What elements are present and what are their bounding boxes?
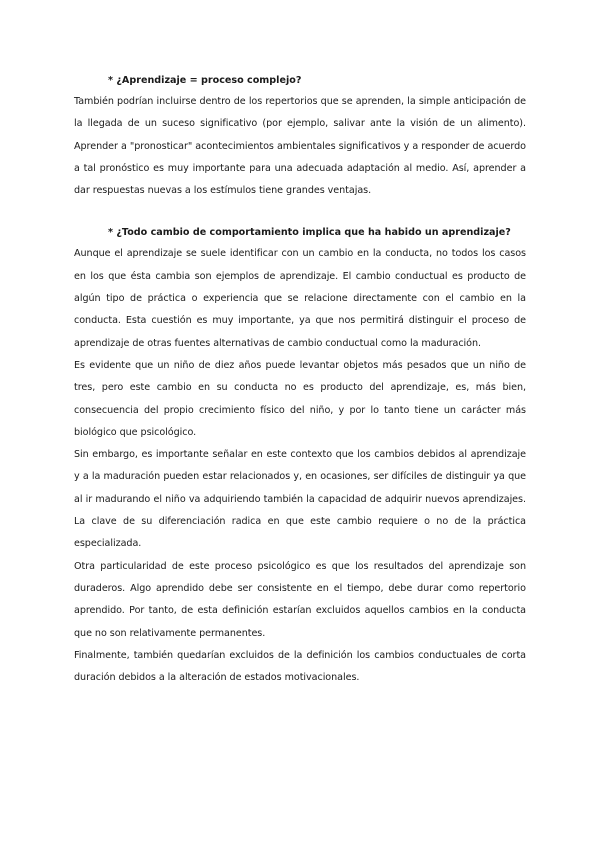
paragraph-duraderos: Otra particularidad de este proceso psicológico es que los resultados del aprendizaje son duraderos. Algo aprendido debe ser consistente en el tiempo, debe durar como repertorio aprendido. Por tanto, de esta definición estarían excluidos aquellos cambios en la conducta que no son relativamente permanentes. [74,560,526,639]
section-heading-cambio-comportamiento: * ¿Todo cambio de comportamiento implica que ha habido un aprendizaje? [108,227,511,239]
paragraph-maduracion: Sin embargo, es importante señalar en este contexto que los cambios debidos al aprendizaje y a la maduración pueden estar relacionados y, en ocasiones, ser difíciles de distinguir ya que al ir madurando el niño va adquiriendo también la capacidad de adquirir nuevos aprendizajes. La clave de su diferenciación radica en que este cambio requiere o no de la práctica especializada. [74,449,526,550]
section-heading-aprendizaje-complejo: * ¿Aprendizaje = proceso complejo? [108,75,302,86]
paragraph-cambio-conducta: Aunque el aprendizaje se suele identificar con un cambio en la conducta, no todos los casos en los que ésta cambia son ejemplos de aprendizaje. El cambio conductual es producto de algún tipo de práctica o experiencia que se relacione directamente con el cambio en la conducta. Esta cuestión es muy importante, ya que nos permitirá distinguir el proceso de aprendizaje de otras fuentes alternativas de cambio conductual como la maduración. [74,248,526,349]
paragraph-motivacionales: Finalmente, también quedarían excluidos de la definición los cambios conductuales de corta duración debidos a la alteración de estados motivacionales. [74,649,526,684]
paragraph-anticipacion: También podrían incluirse dentro de los repertorios que se aprenden, la simple anticipación de la llegada de un suceso significativo (por ejemplo, salivar ante la visión de un alimento). Aprender a "pronosticar" acontecimientos ambientales significativos y a responder de acuerdo a tal pronóstico es muy importante para una adecuada adaptación al medio. Así, aprender a dar respuestas nuevas a los estímulos tiene grandes ventajas. [74,96,526,197]
document-page [74,70,526,689]
section-spacer [74,202,526,222]
paragraph-nino-diez-anos: Es evidente que un niño de diez años puede levantar objetos más pesados que un niño de tres, pero este cambio en su conducta no es producto del aprendizaje, es, más bien, consecuencia del propio crecimiento físico del niño, y por lo tanto tiene un carácter más biológico que psicológico. [74,359,526,438]
